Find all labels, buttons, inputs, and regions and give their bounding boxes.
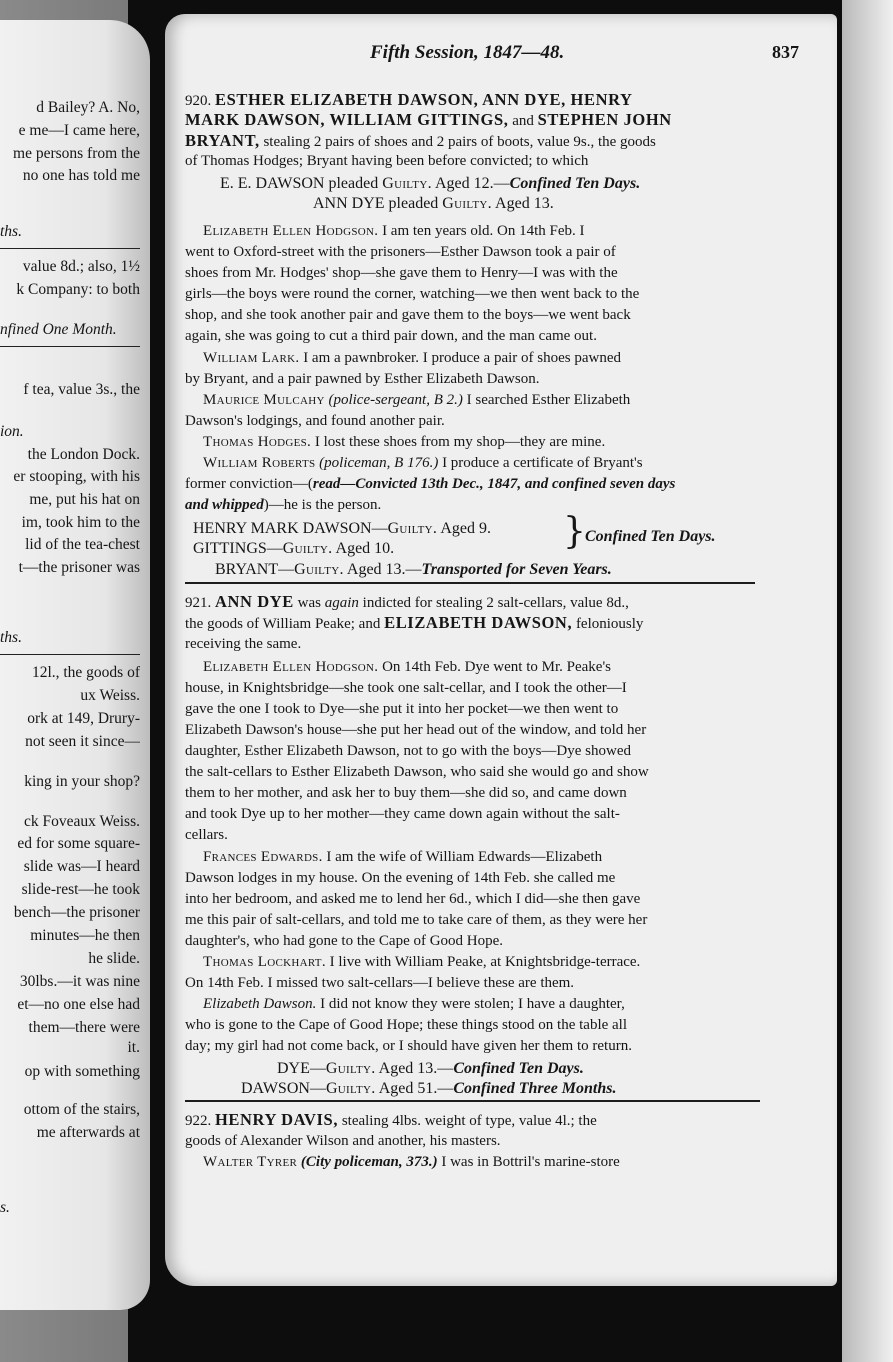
testimony-line: and took Dye up to her mother—they came down again without the salt-	[185, 806, 620, 822]
testimony-line: house, in Knightsbridge—she took one salt-cellar, and I took the other—I	[185, 680, 627, 696]
case-divider	[185, 1100, 760, 1102]
left-line: k Company: to both	[16, 281, 140, 298]
testimony-line: Maurice Mulcahy (police-sergeant, B 2.) I searched Esther Elizabeth	[203, 392, 631, 408]
testimony-line: William Lark. I am a pawnbroker. I produce a pair of shoes pawned	[203, 350, 621, 366]
left-line: slide was—I heard	[23, 858, 140, 875]
session-title: Fifth Session, 1847—48.	[370, 42, 565, 63]
testimony-line: the salt-cellars to Esther Elizabeth Dawson, who said she would go and show	[185, 764, 649, 780]
left-line: er stooping, with his	[13, 468, 140, 485]
left-line: me afterwards at	[36, 1124, 140, 1141]
left-line: ths.	[0, 223, 22, 240]
testimony-line: shoes from Mr. Hodges' shop—she gave them to Henry—I was with the	[185, 265, 618, 281]
testimony-line: by Bryant, and a pair pawned by Esther Elizabeth Dawson.	[185, 371, 540, 387]
testimony-line: former conviction—(read—Convicted 13th Dec., 1847, and confined seven days	[185, 476, 676, 492]
verdict-bryant: BRYANT—Guilty. Aged 13.—Transported for Seven Years.	[215, 561, 612, 578]
left-line: et—no one else had	[17, 996, 140, 1013]
left-line: the London Dock.	[27, 446, 140, 463]
left-line: minutes—he then	[30, 927, 140, 944]
testimony-line: girls—the boys were round the corner, watching—we then went back to the	[185, 286, 640, 302]
left-line: ion.	[0, 423, 24, 440]
testimony-line: Elizabeth Ellen Hodgson. On 14th Feb. Dye went to Mr. Peake's	[203, 659, 611, 675]
left-line: them—there were	[28, 1019, 140, 1036]
left-line: it.	[127, 1039, 140, 1056]
testimony-line: On 14th Feb. I missed two salt-cellars—I believe these are them.	[185, 975, 575, 991]
defence-line: Elizabeth Dawson. I did not know they were stolen; I have a daughter,	[203, 996, 625, 1012]
left-line: 30lbs.—it was nine	[19, 973, 140, 990]
verdict-henry-dawson: HENRY MARK DAWSON—Guilty. Aged 9.	[193, 520, 491, 537]
left-line: e me—I came here,	[18, 122, 140, 139]
left-line: d Bailey? A. No,	[36, 99, 140, 116]
defence-line: day; my girl had not come back, or I should have given her them to return.	[185, 1038, 632, 1054]
left-line: he slide.	[88, 950, 140, 967]
left-line: ths.	[0, 629, 22, 646]
left-line: lid of the tea-chest	[25, 536, 140, 553]
testimony-line: me this pair of salt-cellars, and told me to take care of them, as they were her	[185, 912, 648, 928]
left-page	[0, 20, 150, 1310]
testimony-line: them to her mother, and ask her to buy them—she did so, and came down	[185, 785, 627, 801]
testimony-line: Frances Edwards. I am the wife of William Edwards—Elizabeth	[203, 849, 603, 865]
left-line: bench—the prisoner	[13, 904, 140, 921]
left-line: s.	[0, 1199, 10, 1216]
left-line: ed for some square-	[17, 835, 140, 852]
plea-dye: ANN DYE pleaded Guilty. Aged 13.	[313, 195, 554, 212]
left-line: nfined One Month.	[0, 321, 117, 338]
testimony-line: William Roberts (policeman, B 176.) I produce a certificate of Bryant's	[203, 455, 643, 471]
case-921-line: receiving the same.	[185, 636, 302, 652]
case-920-line: BRYANT, stealing 2 pairs of shoes and 2 pairs of boots, value 9s., the goods	[185, 131, 656, 150]
case-922-heading: 922. HENRY DAVIS, stealing 4lbs. weight of type, value 4l.; the	[185, 1110, 597, 1129]
case-922-line: goods of Alexander Wilson and another, his masters.	[185, 1133, 501, 1149]
case-920-line: of Thomas Hodges; Bryant having been before convicted; to which	[185, 153, 589, 169]
case-921-heading: 921. ANN DYE was again indicted for stealing 2 salt-cellars, value 8d.,	[185, 592, 629, 611]
verdict-gittings: GITTINGS—Guilty. Aged 10.	[193, 540, 395, 557]
testimony-line: daughter, Esther Elizabeth Dawson, not to go with the boys—Dye showed	[185, 743, 631, 759]
testimony-line: Elizabeth Ellen Hodgson. I am ten years old. On 14th Feb. I	[203, 223, 585, 239]
left-line: t—the prisoner was	[18, 559, 140, 576]
brace-glyph: }	[563, 511, 586, 552]
testimony-line: shop, and she took another pair and gave them to the boys—we went back	[185, 307, 631, 323]
plea-dawson: E. E. DAWSON pleaded Guilty. Aged 12.—Confined Ten Days.	[220, 175, 641, 192]
left-line: value 8d.; also, 1½	[22, 258, 140, 275]
left-line: not seen it since—	[25, 733, 140, 750]
testimony-line: into her bedroom, and asked me to lend her 6d., which I did—she then gave	[185, 891, 641, 907]
testimony-line: Thomas Lockhart. I live with William Peake, at Knightsbridge-terrace.	[203, 954, 641, 970]
defence-line: who is gone to the Cape of Good Hope; these things stood on the table all	[185, 1017, 628, 1033]
testimony-line: daughter's, who had gone to the Cape of Good Hope.	[185, 933, 504, 949]
case-divider	[185, 582, 755, 584]
testimony-line: gave the one I took to Dye—she put it into her pocket—we then went to	[185, 701, 619, 717]
left-line: king in your shop?	[24, 773, 140, 790]
left-line: ork at 149, Drury-	[27, 710, 140, 727]
verdict-dye: DYE—Guilty. Aged 13.—Confined Ten Days.	[277, 1060, 584, 1077]
case-920-line: MARK DAWSON, WILLIAM GITTINGS, and STEPHEN JOHN	[185, 110, 672, 129]
sentence-confined: Confined Ten Days.	[585, 528, 716, 545]
left-line: ck Foveaux Weiss.	[24, 813, 140, 830]
left-line: slide-rest—he took	[21, 881, 140, 898]
left-line: me persons from the	[13, 145, 140, 162]
testimony-line: again, she was going to cut a third pair down, and the man came out.	[185, 328, 597, 344]
left-divider	[0, 346, 140, 347]
left-line: me, put his hat on	[29, 491, 140, 508]
case-920-heading: 920. ESTHER ELIZABETH DAWSON, ANN DYE, HENRY	[185, 90, 633, 109]
running-header	[185, 42, 805, 66]
testimony-line: and whipped)—he is the person.	[185, 497, 382, 513]
left-line: im, took him to the	[21, 514, 140, 531]
testimony-line: Elizabeth Dawson's house—she put her head out of the window, and told her	[185, 722, 647, 738]
testimony-line: Thomas Hodges. I lost these shoes from my shop—they are mine.	[203, 434, 606, 450]
left-divider	[0, 248, 140, 249]
left-line: op with something	[24, 1063, 140, 1080]
left-line: 12l., the goods of	[31, 664, 140, 681]
testimony-line: went to Oxford-street with the prisoners—Esther Dawson took a pair of	[185, 244, 616, 260]
case-921-line: the goods of William Peake; and ELIZABETH DAWSON, feloniously	[185, 613, 644, 632]
left-line: ottom of the stairs,	[23, 1101, 140, 1118]
scanner-edge	[842, 0, 893, 1362]
left-line: no one has told me	[22, 167, 140, 184]
testimony-line: Dawson lodges in my house. On the evening of 14th Feb. she called me	[185, 870, 616, 886]
page-number: 837	[772, 42, 799, 62]
left-line: f tea, value 3s., the	[23, 381, 140, 398]
testimony-line: Walter Tyrer (City policeman, 373.) I was in Bottril's marine-store	[203, 1154, 620, 1170]
testimony-line: cellars.	[185, 827, 228, 843]
testimony-line: Dawson's lodgings, and found another pair.	[185, 413, 445, 429]
left-line: ux Weiss.	[80, 687, 140, 704]
main-page	[165, 14, 837, 1286]
verdict-dawson: DAWSON—Guilty. Aged 51.—Confined Three Months.	[241, 1080, 617, 1097]
left-divider	[0, 654, 140, 655]
